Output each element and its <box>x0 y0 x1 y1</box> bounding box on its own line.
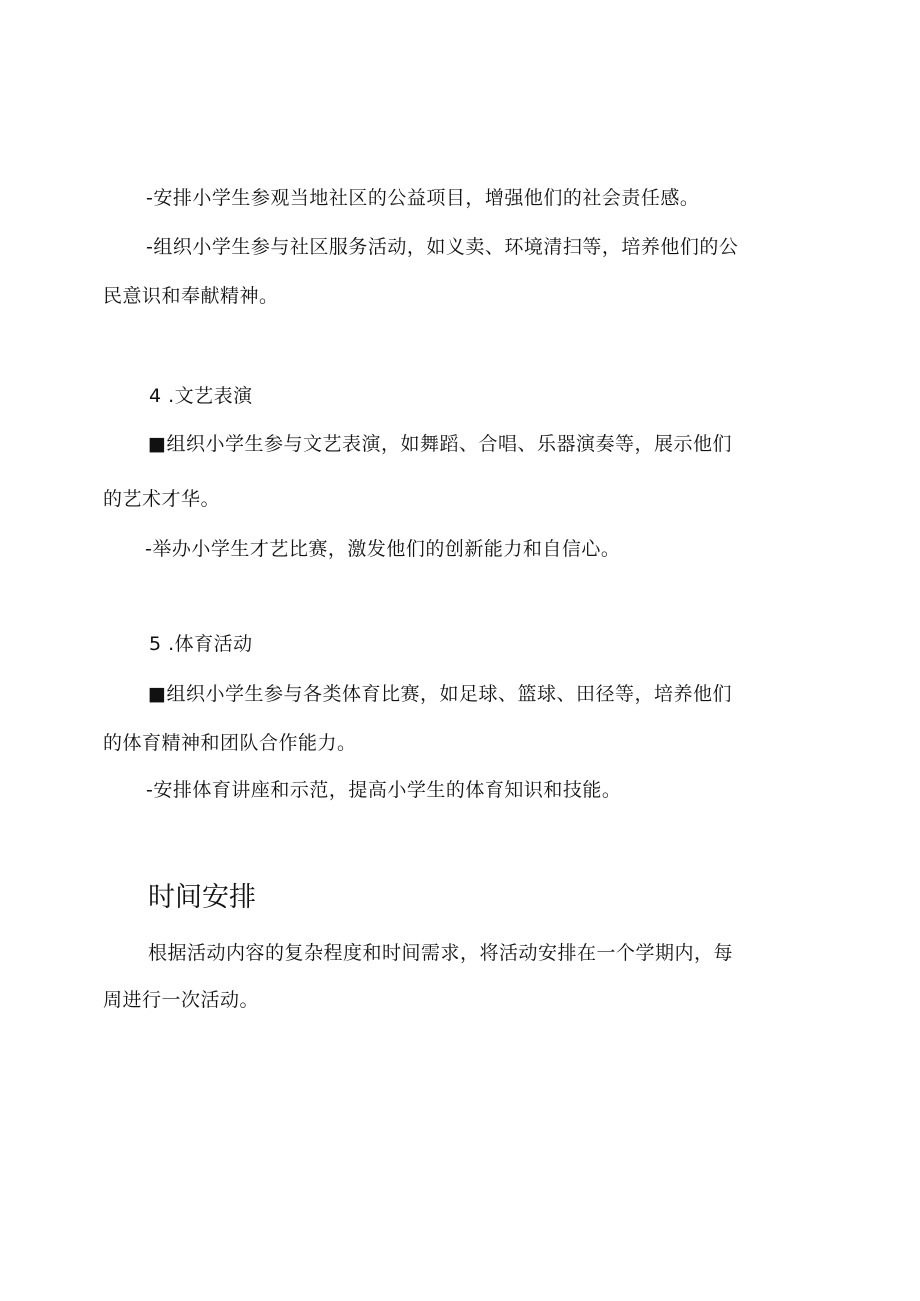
paragraph-talent-contest: -举办小学生才艺比赛，激发他们的创新能力和自信心。 <box>145 538 621 560</box>
paragraph-community-service-line2: 民意识和奉献精神。 <box>103 285 279 307</box>
section-title-sports: 5 .体育活动 <box>149 633 253 655</box>
paragraph-schedule-line1: 根据活动内容的复杂程度和时间需求，将活动安排在一个学期内，每 <box>148 942 734 964</box>
heading-schedule: 时间安排 <box>148 882 256 912</box>
section-title-performance: 4 .文艺表演 <box>149 385 253 407</box>
paragraph-sports-line1: ■组织小学生参与各类体育比赛，如足球、篮球、田径等，培养他们 <box>148 683 732 705</box>
paragraph-community-visit: -安排小学生参观当地社区的公益项目，增强他们的社会责任感。 <box>146 187 700 209</box>
paragraph-community-service-line1: -组织小学生参与社区服务活动，如义卖、环境清扫等，培养他们的公 <box>146 236 739 258</box>
paragraph-sports-line2: 的体育精神和团队合作能力。 <box>103 732 357 754</box>
paragraph-schedule-line2: 周进行一次活动。 <box>103 989 260 1011</box>
paragraph-sports-lecture: -安排体育讲座和示范，提高小学生的体育知识和技能。 <box>146 779 622 801</box>
paragraph-performance-line1: ■组织小学生参与文艺表演，如舞蹈、合唱、乐器演奏等，展示他们 <box>148 433 732 455</box>
paragraph-performance-line2: 的艺术才华。 <box>103 488 221 510</box>
